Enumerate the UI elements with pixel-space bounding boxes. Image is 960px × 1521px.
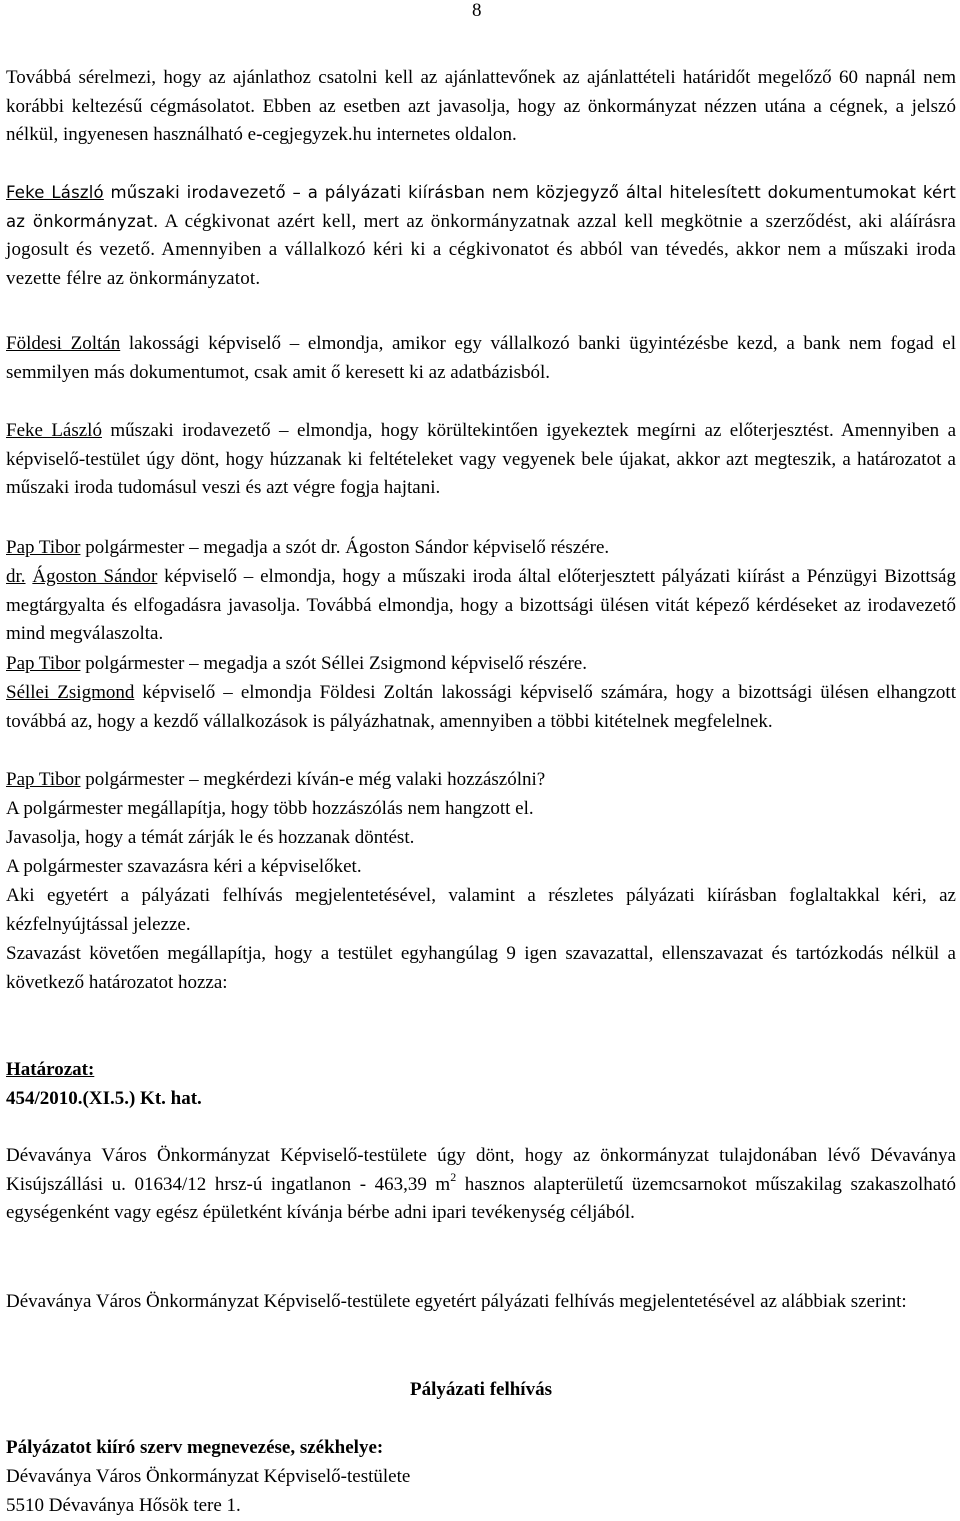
paragraph-pap-2 — [6, 650, 956, 679]
paragraph-text: műszaki irodavezető – a pályázati kiírásban nem közjegyző által hitelesített dokumentumokat kért az önkormányzat. — [6, 183, 957, 231]
resolution-number: 454/2010.(XI.5.) Kt. hat. — [6, 1088, 202, 1109]
paragraph-intro-text: Továbbá sérelmezi, hogy az ajánlathoz csatolni kell az ajánlattevőnek az ajánlattételi határidőt megelőző 60 napnál nem korábbi keltezésű cégmásolatot. Ebben az esetben azt javasolja, hogy az önkormányzat nézzen utána a cégnek, a jelszó nélkül, ingyenesen használható e-cegjegyzek.hu internetes oldalon. — [6, 67, 956, 145]
paragraph-text: lakossági képviselő – elmondja, amikor egy vállalkozó banki ügyintézésbe kezd, a bank nem fogad el semmilyen más dokumentumot, csak amit ő keresett ki az adatbázisból. — [6, 333, 956, 383]
page-number: 8 — [472, 0, 482, 21]
speaker-name: Feke László — [6, 420, 102, 441]
paragraph-vote-instruction: Aki egyetért a pályázati felhívás megjelentetésével, valamint a részletes pályázati kiírásban foglaltakkal kéri, az kézfelnyújtással jelezze. — [6, 885, 956, 935]
resolution-label: Határozat: — [6, 1059, 95, 1080]
paragraph-text: Dévaványa Város Önkormányzat Képviselő-testülete úgy dönt, hogy az önkormányzat tulajdonában lévő Dévaványa Kisújszállási u. 01634/12 hrsz-ú ingatlanon - 463,39 m — [6, 1145, 956, 1195]
speaker-name: Pap Tibor — [6, 537, 81, 558]
paragraph-intro — [6, 64, 956, 150]
speaker-name: dr. — [6, 566, 26, 587]
paragraph-vote-result: Szavazást követően megállapítja, hogy a testület egyhangúlag 9 igen szavazattal, ellenszavazat és tartózkodás nélkül a következő határozatot hozza: — [6, 943, 956, 993]
paragraph-pap-3 — [6, 766, 956, 795]
paragraph-feke-2 — [6, 417, 956, 503]
issuer-name: Dévaványa Város Önkormányzat Képviselő-testülete — [6, 1466, 411, 1487]
paragraph-text: A cégkivonat azért kell, mert az önkormányzatnak azzal kell megkötnie a szerződést, aki aláírásra jogosult és vezető. — [6, 210, 957, 260]
issuer-address: 5510 Dévaványa Hősök tere 1. — [6, 1495, 241, 1516]
issuer-label: Pályázatot kiíró szerv megnevezése, székhelye: — [6, 1437, 384, 1458]
paragraph-text: polgármester – megadja a szót dr. Ágoston Sándor képviselő részére. — [80, 537, 610, 558]
superscript: 2 — [450, 1169, 457, 1184]
paragraph-no-more-comments: A polgármester megállapítja, hogy több hozzászólás nem hangzott el. — [6, 798, 534, 819]
paragraph-text: polgármester – megkérdezi kíván-e még valaki hozzászólni? — [80, 769, 546, 790]
paragraph-text: képviselő – elmondja Földesi Zoltán lakossági képviselő számára, hogy a bizottsági ülésen elhangzott továbbá az, hogy a kezdő vállalkozások is pályázhatnak, amennyiben a többi kitételnek megfelelnek. — [6, 682, 956, 732]
paragraph-text: Amennyiben a vállalkozó kéri ki a cégkivonatot és abból van tévedés, akkor nem a műszaki iroda vezette félre az önkormányzatot. — [6, 239, 956, 289]
paragraph-text: műszaki irodavezető – elmondja, hogy körültekintően igyekeztek megírni az előterjesztést. Amennyiben a képviselő-testület úgy dönt, hogy húzzanak ki feltételeket vagy vegyenek bele újakat, akkor azt megteszik, a határozatot a műszaki iroda tudomásul veszi és azt végre fogja hajtani. — [6, 420, 957, 498]
paragraph-feke-1 — [6, 179, 956, 293]
paragraph-pap-1 — [6, 534, 956, 563]
paragraph-agoston — [6, 563, 956, 649]
paragraph-text: polgármester – megadja a szót Séllei Zsigmond képviselő részére. — [80, 653, 587, 674]
paragraph-resolution-body — [6, 1142, 956, 1228]
paragraph-call-vote: A polgármester szavazásra kéri a képviselőket. — [6, 856, 362, 877]
paragraph-sellei — [6, 679, 956, 736]
speaker-name: Pap Tibor — [6, 653, 81, 674]
paragraph-text: hasznos alapterületű üzemcsarnokot műszakilag szakaszolható egységenként vagy egész épületként kívánja bérbe adni ipari tevékenység céljából. — [6, 1173, 956, 1223]
call-title: Pályázati felhívás — [410, 1379, 552, 1400]
paragraph-text: képviselő – elmondja, hogy a műszaki iroda által előterjesztett pályázati kiírást a Pénzügyi Bizottság megtárgyalta és elfogadásra javasolja. Továbbá elmondja, hogy a bizottsági ülésen vitát képező kérdéseket az irodavezető mind megválaszolta. — [6, 566, 956, 644]
paragraph-foldesi — [6, 330, 956, 387]
speaker-name: Földesi Zoltán — [6, 333, 121, 354]
speaker-name: Ágoston Sándor — [32, 566, 158, 587]
speaker-name: Pap Tibor — [6, 769, 81, 790]
paragraph-propose-close: Javasolja, hogy a témát zárják le és hozzanak döntést. — [6, 827, 415, 848]
speaker-name: Séllei Zsigmond — [6, 682, 135, 703]
speaker-name: Feke László — [6, 183, 104, 202]
paragraph-agreement: Dévaványa Város Önkormányzat Képviselő-testülete egyetért pályázati felhívás megjelentetésével az alábbiak szerint: — [6, 1291, 907, 1312]
